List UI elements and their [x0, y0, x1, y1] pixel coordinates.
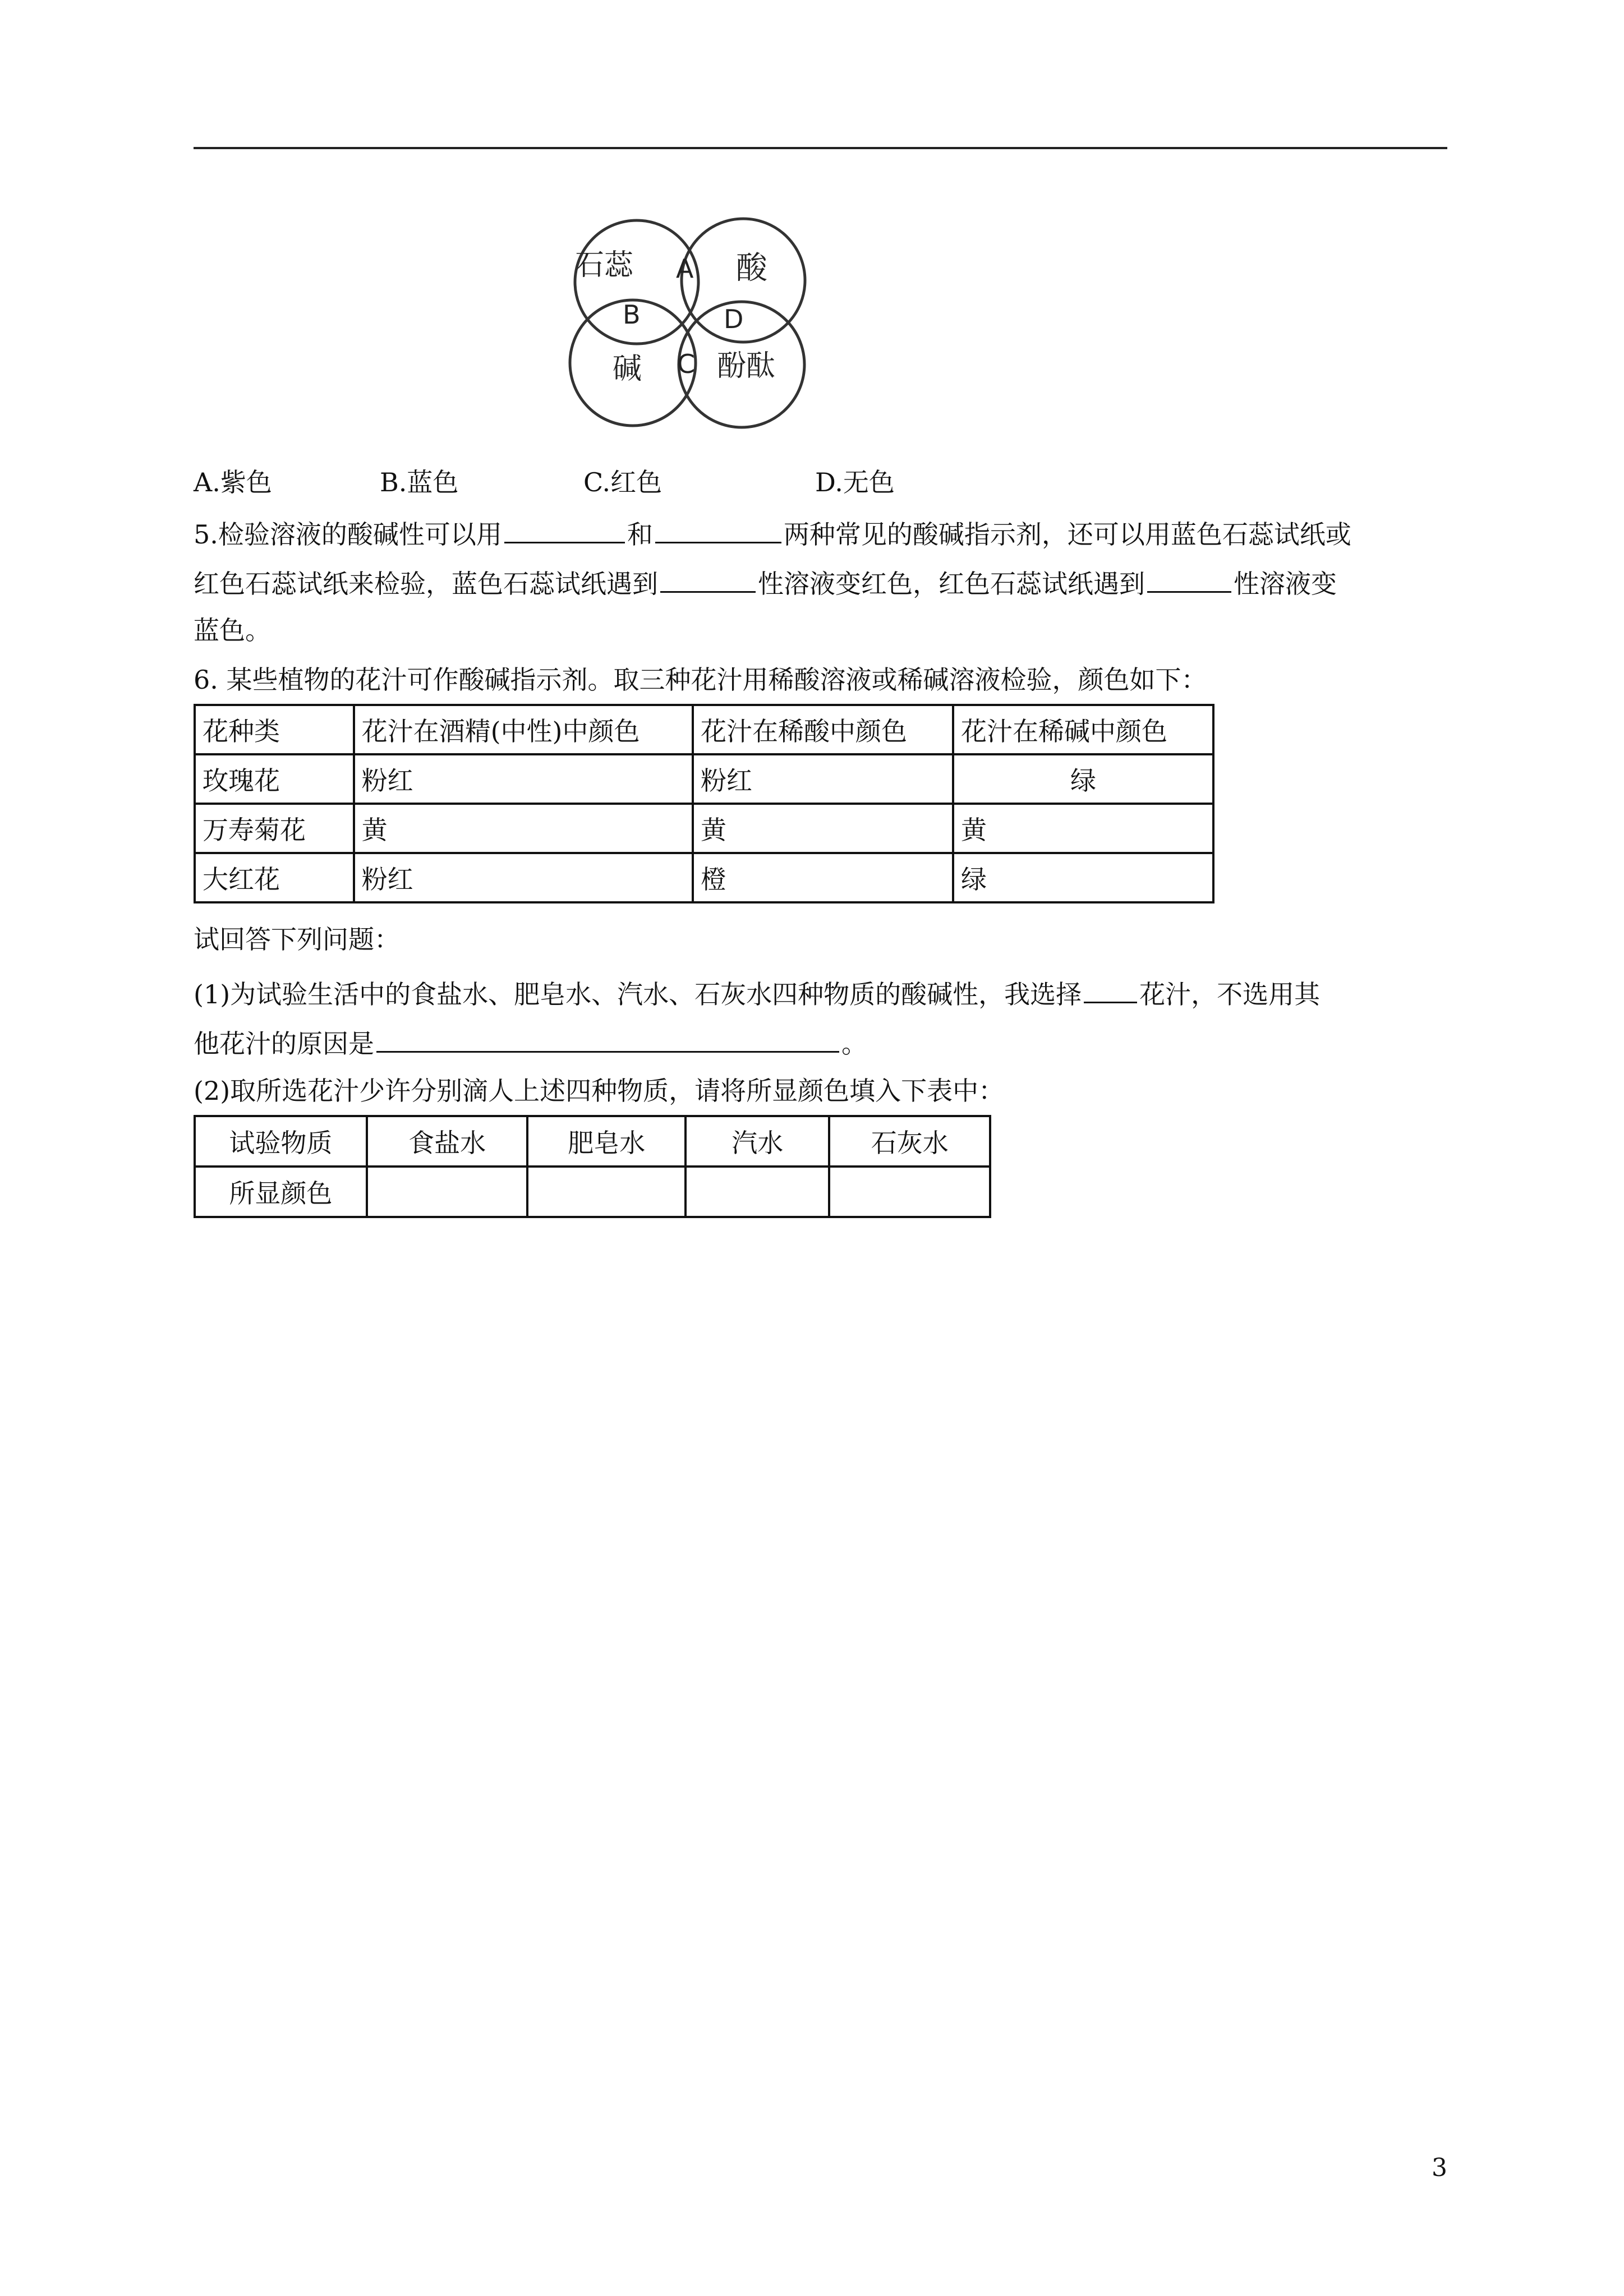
- option-a: A.紫色: [194, 467, 272, 497]
- q5-line-2: [194, 564, 1337, 601]
- table-row: [195, 1167, 990, 1217]
- q6-blank-flower[interactable]: [1084, 975, 1137, 1003]
- table-cell: 玫瑰花: [195, 754, 354, 804]
- table-header-cell: 花种类: [195, 705, 354, 754]
- table-header-row: [195, 1116, 990, 1167]
- q5-text: 红色石蕊试纸来检验，蓝色石蕊试纸遇到: [194, 569, 658, 599]
- q5-line-1: [194, 515, 1351, 551]
- q5-text: 性溶液变: [1234, 569, 1337, 599]
- q5-text: 和: [627, 519, 653, 550]
- table-header-cell: 花汁在稀碱中颜色: [953, 705, 1213, 754]
- venn-diagram: [550, 216, 830, 429]
- table-cell: 黄: [693, 804, 953, 853]
- table-cell: 万寿菊花: [195, 804, 354, 853]
- q5-blank-4[interactable]: [1147, 564, 1231, 593]
- answer-cell-soda[interactable]: [686, 1167, 829, 1217]
- table-cell: 粉红: [354, 754, 693, 804]
- q6-text: 花汁，不选用其: [1139, 979, 1321, 1009]
- answer-cell-soapwater[interactable]: [527, 1167, 686, 1217]
- table-cell: 粉红: [354, 853, 693, 902]
- table-row: [195, 853, 1213, 902]
- table-header-cell: 石灰水: [829, 1116, 990, 1167]
- table-header-cell: 肥皂水: [527, 1116, 686, 1167]
- q5-text: 5.检验溶液的酸碱性可以用: [194, 519, 502, 550]
- table-header-cell: 汽水: [686, 1116, 829, 1167]
- table-row: [195, 754, 1213, 804]
- q6-prompt: 试回答下列问题：: [194, 924, 400, 955]
- venn-region-a: A: [676, 253, 694, 284]
- q6-sub1-line-2: [194, 1024, 867, 1061]
- table-header-row: [195, 705, 1213, 754]
- table-cell: 绿: [953, 754, 1213, 804]
- option-c: C.红色: [583, 467, 663, 497]
- venn-label-acid: 酸: [736, 250, 767, 287]
- table-cell: 粉红: [693, 754, 953, 804]
- q6-text: 。: [841, 1029, 867, 1059]
- header-rule: [194, 147, 1447, 149]
- q6-blank-reason[interactable]: [376, 1024, 839, 1053]
- q5-text: 性溶液变红色，红色石蕊试纸遇到: [758, 569, 1145, 599]
- option-b: B.蓝色: [380, 467, 459, 497]
- q5-text: 两种常见的酸碱指示剂，还可以用蓝色石蕊试纸或: [783, 519, 1351, 550]
- flower-indicator-table: [194, 704, 1214, 903]
- venn-label-phenolphthalein: 酚酞: [717, 349, 776, 383]
- option-d: D.无色: [815, 467, 895, 497]
- table-header-cell: 食盐水: [367, 1116, 528, 1167]
- answer-cell-saltwater[interactable]: [367, 1167, 528, 1217]
- venn-label-base: 碱: [613, 352, 642, 386]
- table-header-cell: 花汁在稀酸中颜色: [693, 705, 953, 754]
- venn-region-d: D: [724, 304, 744, 334]
- q5-line-3: [194, 614, 271, 647]
- q6-text: (1)为试验生活中的食盐水、肥皂水、汽水、石灰水四种物质的酸碱性，我选择: [194, 979, 1082, 1009]
- table-cell: 黄: [354, 804, 693, 853]
- table-cell: 橙: [693, 853, 953, 902]
- color-answer-table: [194, 1115, 991, 1218]
- table-cell: 黄: [953, 804, 1213, 853]
- q5-blank-3[interactable]: [660, 564, 756, 593]
- table-cell: 大红花: [195, 853, 354, 902]
- q5-blank-2[interactable]: [655, 515, 781, 543]
- q6-text: 他花汁的原因是: [194, 1029, 374, 1059]
- page-number: 3: [1432, 2154, 1447, 2182]
- q6-sub1-line-1: [194, 975, 1320, 1011]
- venn-region-b: B: [623, 299, 641, 330]
- table-row: [195, 804, 1213, 853]
- q5-blank-1[interactable]: [504, 515, 625, 543]
- table-cell: 绿: [953, 853, 1213, 902]
- table-cell: 所显颜色: [195, 1167, 367, 1217]
- q6-intro: 6. 某些植物的花汁可作酸碱指示剂。取三种花汁用稀酸溶液或稀碱溶液检验，颜色如下：: [194, 665, 1207, 695]
- q6-sub2: (2)取所选花汁少许分别滴人上述四种物质，请将所显颜色填入下表中：: [194, 1076, 1005, 1106]
- table-header-cell: 花汁在酒精(中性)中颜色: [354, 705, 693, 754]
- table-header-cell: 试验物质: [195, 1116, 367, 1167]
- answer-cell-limewater[interactable]: [829, 1167, 990, 1217]
- q5-text: 蓝色。: [194, 615, 271, 646]
- venn-label-litmus: 石蕊: [575, 248, 634, 282]
- venn-region-c: C: [677, 349, 696, 379]
